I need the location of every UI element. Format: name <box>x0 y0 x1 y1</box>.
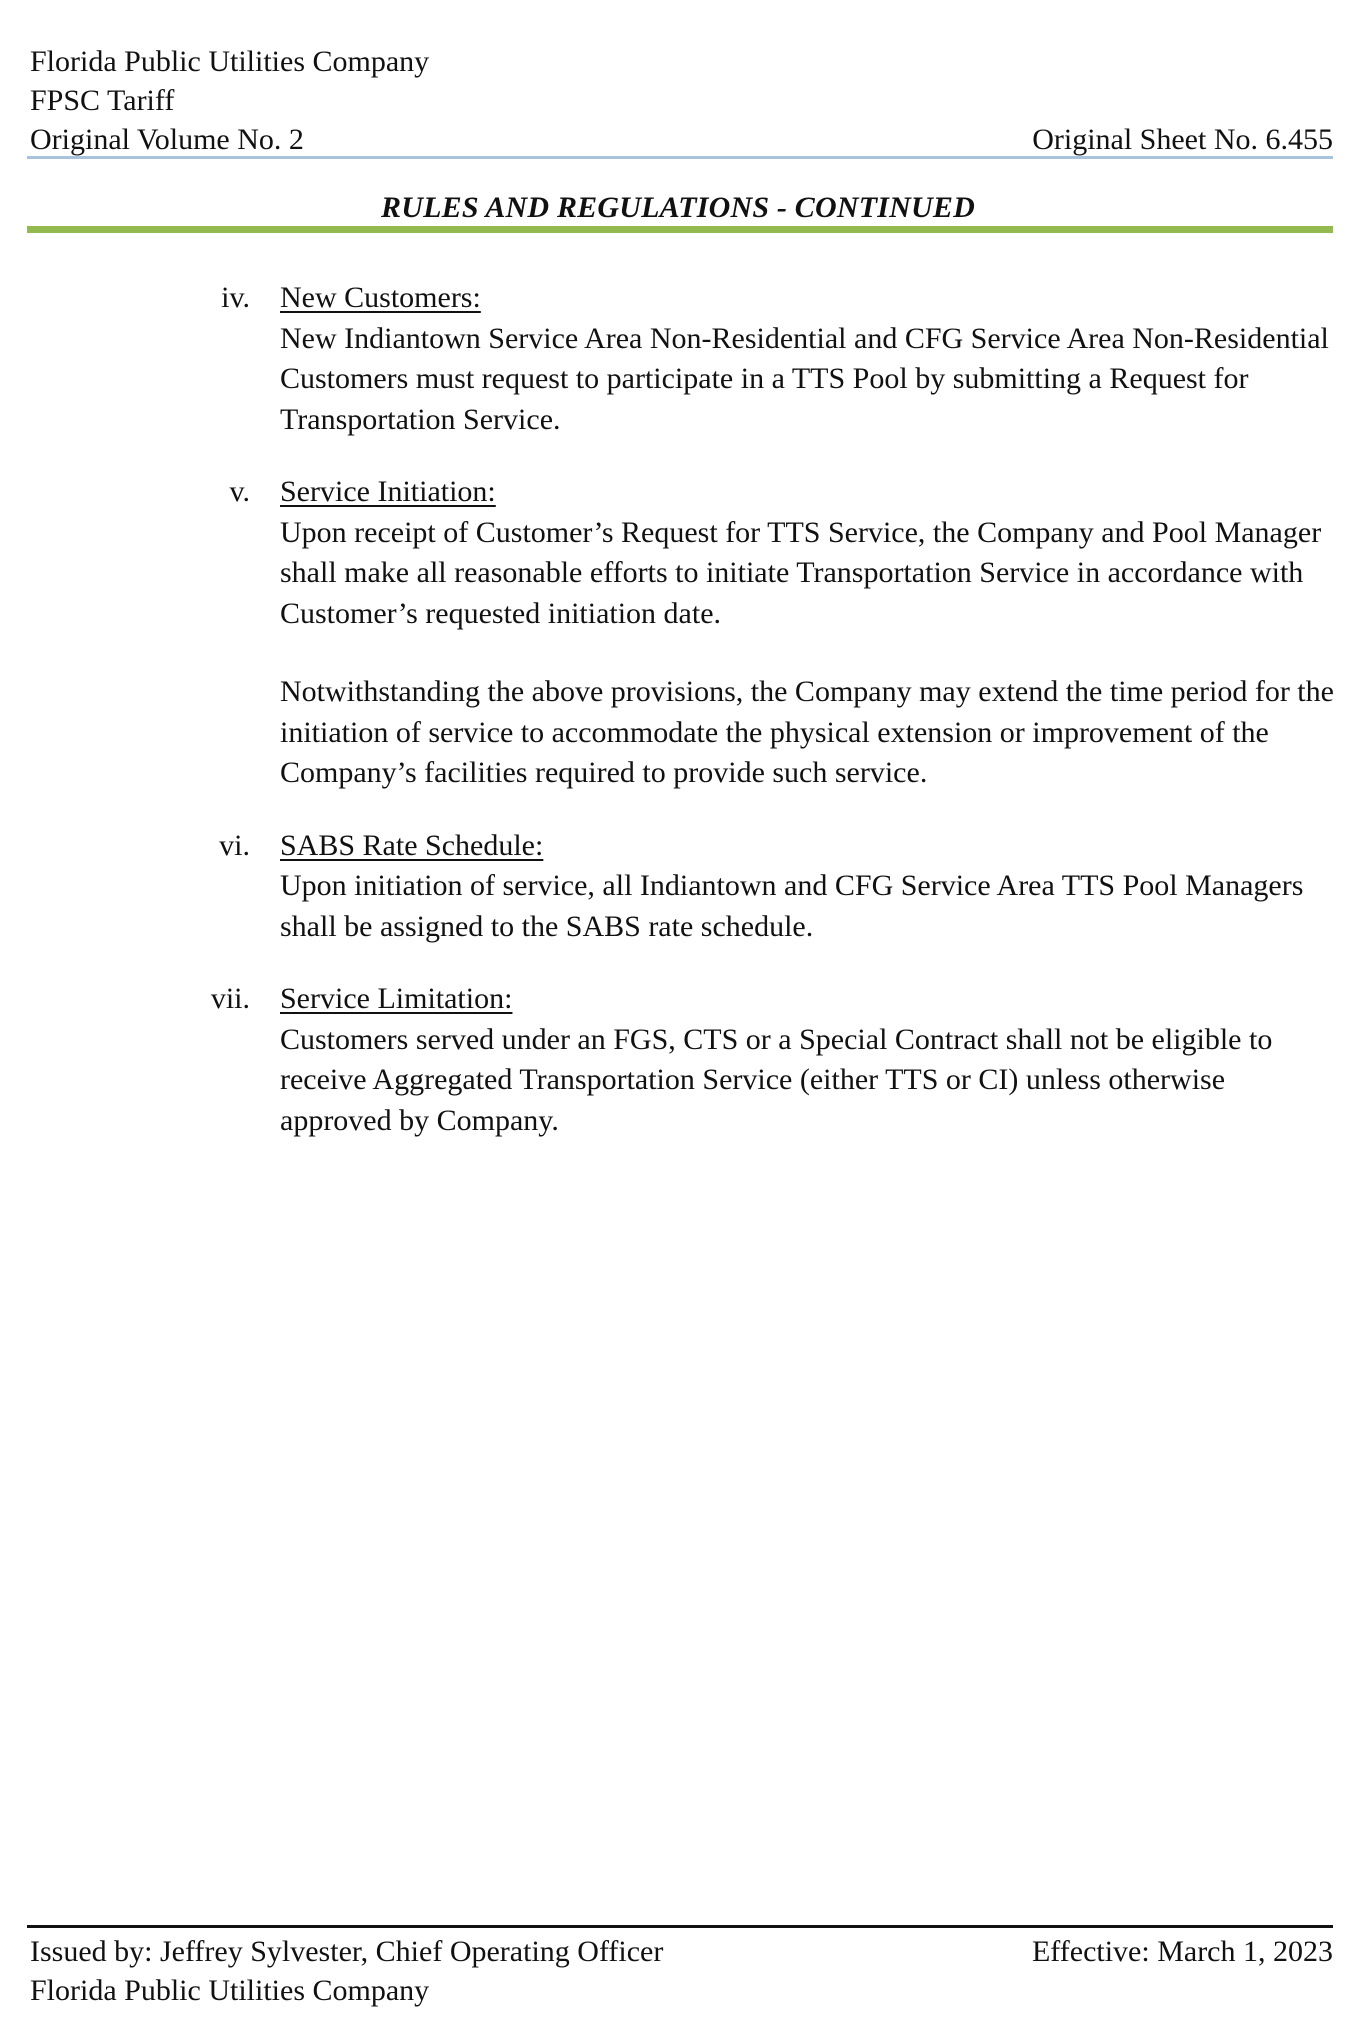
footer-divider <box>27 1925 1333 1928</box>
header-sheet-number: Original Sheet No. 6.455 <box>1032 123 1333 156</box>
item-numeral: vii. <box>210 982 250 1015</box>
list-item <box>0 979 1356 1141</box>
footer-issued-by: Issued by: Jeffrey Sylvester, Chief Operating Officer <box>30 1935 664 1968</box>
item-paragraph: Customers served under an FGS, CTS or a Special Contract shall not be eligible to receive Aggregated Transportation Service (either TTS or CI) unless otherwise approved by Company. <box>280 1022 1273 1137</box>
item-body <box>280 826 1335 948</box>
item-paragraph: Upon initiation of service, all Indiantown and CFG Service Area TTS Pool Managers shall be assigned to the SABS rate schedule. <box>280 869 1304 943</box>
rules-list <box>0 278 1356 1173</box>
item-paragraph: Notwithstanding the above provisions, the Company may extend the time period for the initiation of service to accommodate the physical extension or improvement of the Company’s facilities required to provide such service. <box>280 675 1334 789</box>
item-numeral: vi. <box>219 828 250 862</box>
list-item <box>0 472 1356 794</box>
item-paragraph: Upon receipt of Customer’s Request for TTS Service, the Company and Pool Manager shall make all reasonable efforts to initiate Transportation Service in accordance with Customer’s requested initiation date. <box>280 515 1322 630</box>
footer-effective-date: Effective: March 1, 2023 <box>1031 1935 1333 1968</box>
item-heading: SABS Rate Schedule: <box>280 828 544 862</box>
item-paragraph: New Indiantown Service Area Non-Residential and CFG Service Area Non-Residential Customers must request to participate in a TTS Pool by submitting a Request for Transportation Service. <box>280 321 1329 436</box>
item-body <box>280 979 1335 1141</box>
item-body <box>280 278 1335 440</box>
item-body <box>280 472 1335 794</box>
item-heading: Service Initiation: <box>280 475 496 508</box>
item-numeral: v. <box>229 475 250 508</box>
section-title: RULES AND REGULATIONS - CONTINUED <box>381 191 975 224</box>
list-item <box>0 826 1356 948</box>
footer-company: Florida Public Utilities Company <box>30 1974 430 2007</box>
item-heading: Service Limitation: <box>280 982 513 1015</box>
item-heading: New Customers: <box>280 281 481 314</box>
item-numeral: iv. <box>221 281 250 314</box>
list-item <box>0 278 1356 440</box>
header-divider <box>27 156 1333 159</box>
title-divider <box>27 226 1333 233</box>
header-company: Florida Public Utilities Company <box>30 45 430 78</box>
header-volume: Original Volume No. 2 <box>30 123 304 156</box>
header-tariff: FPSC Tariff <box>30 84 175 117</box>
